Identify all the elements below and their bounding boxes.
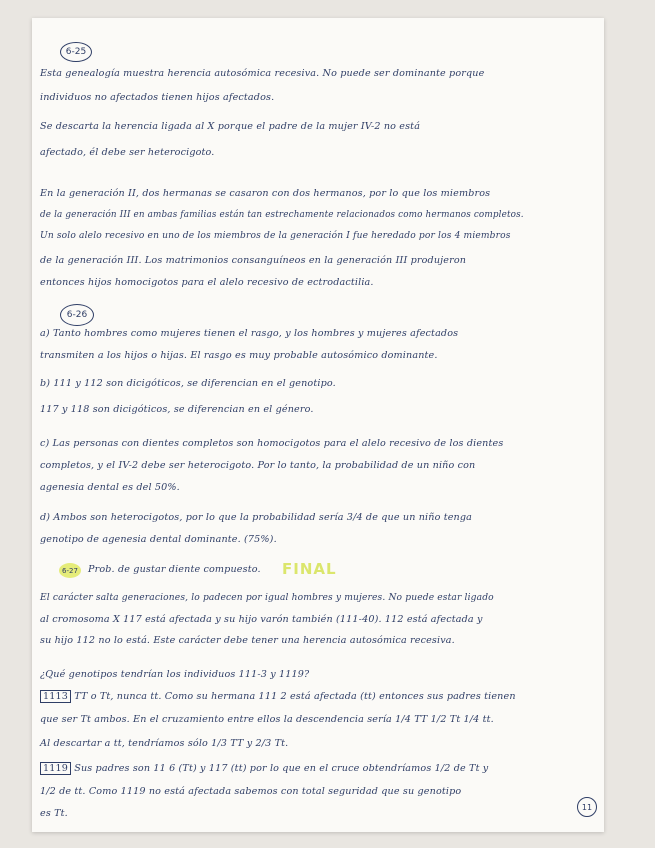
text-line: Esta genealogía muestra herencia autosómica recesiva. No puede ser dominante porque <box>40 68 485 79</box>
answer-line-1113 <box>40 690 516 703</box>
text-line: completos, y el IV-2 debe ser heterocigoto. Por lo tanto, la probabilidad de un niño con <box>40 460 476 471</box>
section-label-6-26: 6-26 <box>60 304 94 326</box>
text-line: de la generación III en ambas familias están tan estrechamente relacionados como hermanos completos. <box>40 210 524 220</box>
section-heading: Prob. de gustar diente compuesto. <box>88 564 261 575</box>
text-line: es Tt. <box>40 808 68 819</box>
text-line: Sus padres son 11 6 (Tt) y 117 (tt) por lo que en el cruce obtendríamos 1/2 de Tt y <box>74 763 489 774</box>
answer-line-1119 <box>40 762 488 775</box>
individual-box: 1119 <box>40 762 71 775</box>
text-line: c) Las personas con dientes completos son homocigotos para el alelo recesivo de los dientes <box>40 438 504 449</box>
text-line: 1/2 de tt. Como 1119 no está afectada sabemos con total seguridad que su genotipo <box>40 786 462 797</box>
text-line: b) 111 y 112 son dicigóticos, se diferencian en el genotipo. <box>40 378 336 389</box>
page-number: 11 <box>577 797 597 817</box>
text-line: transmiten a los hijos o hijas. El rasgo es muy probable autosómico dominante. <box>40 350 438 361</box>
text-line: de la generación III. Los matrimonios consanguíneos en la generación III produjeron <box>40 255 467 266</box>
section-label-6-25: 6-25 <box>60 42 92 62</box>
text-line: individuos no afectados tienen hijos afectados. <box>40 92 275 103</box>
text-line: su hijo 112 no lo está. Este carácter debe tener una herencia autosómica recesiva. <box>40 635 455 646</box>
notebook-page <box>32 18 604 832</box>
text-line: TT o Tt, nunca tt. Como su hermana 111 2 está afectada (tt) entonces sus padres tienen <box>74 691 516 702</box>
section-label-6-27: 6-27 <box>59 563 81 578</box>
text-line: d) Ambos son heterocigotos, por lo que la probabilidad sería 3/4 de que un niño tenga <box>40 512 473 523</box>
text-line: Se descarta la herencia ligada al X porque el padre de la mujer IV-2 no está <box>40 121 421 132</box>
text-line: 117 y 118 son dicigóticos, se diferencian en el género. <box>40 404 314 415</box>
text-line: al cromosoma X 117 está afectada y su hijo varón también (111-40). 112 está afectada y <box>40 614 483 625</box>
text-line: Al descartar a tt, tendríamos sólo 1/3 TT y 2/3 Tt. <box>40 738 289 749</box>
text-line: ¿Qué genotipos tendrían los individuos 111-3 y 1119? <box>40 669 310 680</box>
individual-box: 1113 <box>40 690 71 703</box>
text-line: El carácter salta generaciones, lo padecen por igual hombres y mujeres. No puede estar ligado <box>40 593 494 603</box>
text-line: agenesia dental es del 50%. <box>40 482 180 493</box>
text-line: afectado, él debe ser heterocigoto. <box>40 147 215 158</box>
text-line: a) Tanto hombres como mujeres tienen el rasgo, y los hombres y mujeres afectados <box>40 328 459 339</box>
text-line: genotipo de agenesia dental dominante. (75%). <box>40 534 277 545</box>
final-label: FINAL <box>282 560 337 578</box>
text-line: Un solo alelo recesivo en uno de los miembros de la generación I fue heredado por los 4 miembros <box>40 231 511 241</box>
text-line: En la generación II, dos hermanas se casaron con dos hermanos, por lo que los miembros <box>40 188 491 199</box>
text-line: entonces hijos homocigotos para el alelo recesivo de ectrodactilia. <box>40 277 374 288</box>
text-line: que ser Tt ambos. En el cruzamiento entre ellos la descendencia sería 1/4 TT 1/2 Tt 1/4 tt. <box>40 714 494 725</box>
